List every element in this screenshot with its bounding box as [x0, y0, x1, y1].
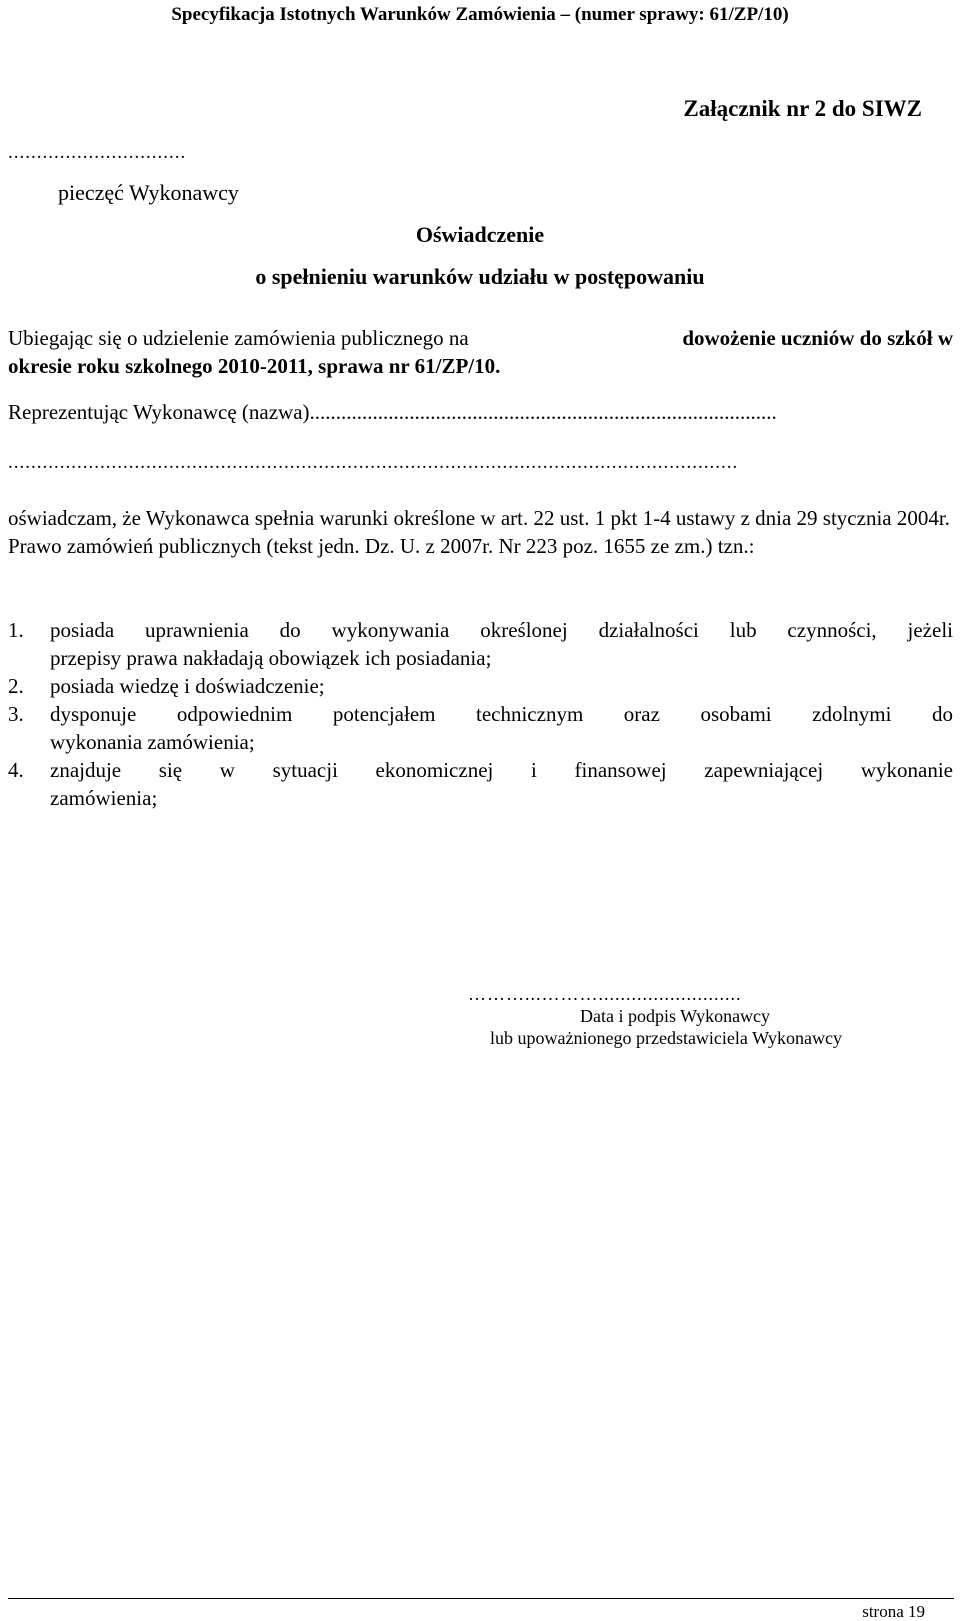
signature-dots: ………...……….......................... [468, 984, 742, 1004]
intro-line-1 [8, 324, 953, 352]
footer-divider [8, 1598, 954, 1599]
item-text: wykonania zamówienia; [50, 730, 255, 754]
intro-text: Ubiegając się o udzielenie zamówienia publicznego na [8, 326, 469, 350]
representing-dots-line: ............................................................................................................................... [8, 452, 739, 473]
list-item-continuation [8, 644, 953, 672]
item-text: posiada uprawnienia do wykonywania określonej działalności lub czynności, jeżeli [50, 618, 953, 642]
item-text: zamówienia; [50, 786, 158, 810]
item-number: 1. [8, 618, 24, 642]
item-number: 4. [8, 758, 24, 782]
list-item-continuation [8, 728, 953, 756]
item-text: przepisy prawa nakładają obowiązek ich posiadania; [50, 646, 492, 670]
item-text: znajduje się w sytuacji ekonomicznej i finansowej zapewniającej wykonanie [50, 758, 953, 782]
document-title: Oświadczenie [415, 222, 545, 247]
signature-caption-2: lub upoważnionego przedstawiciela Wykonawcy [490, 1028, 842, 1048]
item-number: 2. [8, 674, 24, 698]
representing-label: Reprezentując Wykonawcę (nazwa) [8, 400, 310, 424]
page-number: strona 19 [862, 1602, 925, 1621]
list-item [8, 756, 953, 784]
signature-caption: Data i podpis Wykonawcy [580, 1006, 771, 1026]
item-text: dysponuje odpowiednim potencjałem technicznym oraz osobami zdolnymi do [50, 702, 953, 726]
statement-paragraph: oświadczam, że Wykonawca spełnia warunki określone w art. 22 ust. 1 pkt 1-4 ustawy z dnia 29 stycznia 2004r. Prawo zamówień publicznych (tekst jedn. Dz. U. z 2007r. Nr 223 poz. 1655 ze zm.) tzn.: [8, 506, 950, 558]
item-text: posiada wiedzę i doświadczenie; [50, 674, 325, 698]
stamp-label: pieczęć Wykonawcy [58, 180, 239, 205]
order-subject: dowożenie uczniów do szkół w [682, 326, 953, 350]
document-subtitle: o spełnieniu warunków udziału w postępowaniu [255, 264, 705, 289]
intro-line-2: okresie roku szkolnego 2010-2011, sprawa nr 61/ZP/10. [8, 354, 501, 378]
document-header: Specyfikacja Istotnych Warunków Zamówienia – (numer sprawy: 61/ZP/10) [171, 4, 789, 25]
intro-paragraph [8, 324, 953, 380]
representing-dots: ......................................................................................... [309, 400, 777, 424]
conditions-list [8, 616, 953, 812]
list-item [8, 616, 953, 644]
list-item [8, 700, 953, 728]
list-item-continuation [8, 784, 953, 812]
item-number: 3. [8, 702, 24, 726]
annex-label: Załącznik nr 2 do SIWZ [683, 96, 922, 121]
list-item [8, 672, 953, 700]
stamp-dots: ............................... [8, 142, 187, 163]
representing-line [8, 400, 777, 425]
